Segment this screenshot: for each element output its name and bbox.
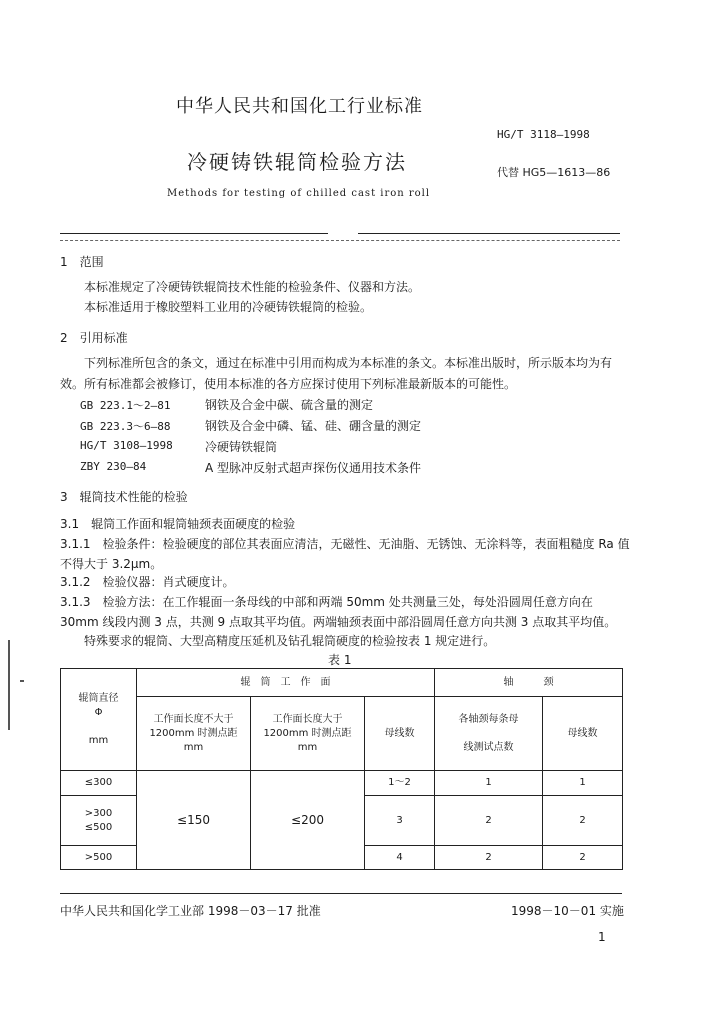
section-3-heading: 3 辊筒技术性能的检验 (60, 490, 188, 504)
header-diameter: 辊筒直径 Φ mm (61, 669, 137, 771)
reference-code: ZBY 230—84 (80, 460, 147, 473)
cell-points: 2 (435, 796, 543, 846)
reference-name: A 型脉冲反射式超声探伤仪通用技术条件 (205, 461, 422, 475)
reference-name: 冷硬铸铁辊筒 (205, 440, 278, 454)
reference-name: 钢铁及合金中磷、锰、硅、硼含量的测定 (205, 419, 422, 433)
cell-distance-small: ≤150 (137, 771, 251, 870)
clause-3-1-3-line-3: 特殊要求的辊筒、大型高精度压延机及钻孔辊筒硬度的检验按表 1 规定进行。 (84, 634, 496, 648)
section-1-paragraph-2: 本标准适用于橡胶塑料工业用的冷硬铸铁辊筒的检验。 (84, 300, 373, 314)
section-2-paragraph-line-1: 下列标准所包含的条文，通过在标准中引用而构成为本标准的条文。本标准出版时，所示版本均为有 (84, 356, 613, 370)
section-1-heading: 1 范围 (60, 255, 104, 269)
cell-diameter: ≤300 (61, 771, 137, 796)
header-journal: 轴 颈 (435, 669, 623, 697)
header-points-per-busbar: 各轴颈每条母 线测试点数 (435, 697, 543, 771)
section-1-paragraph-1: 本标准规定了冷硬铸铁辊筒技术性能的检验条件、仪器和方法。 (84, 280, 421, 294)
clause-3-1-3-line-2: 30mm 线段内测 3 点，共测 9 点取其平均值。两端轴颈表面中部沿圆周任意方向共测 3 点取其平均值。 (60, 615, 617, 629)
header-work-surface: 辊 筒 工 作 面 (137, 669, 435, 697)
header-journal-busbar-count: 母线数 (543, 697, 623, 771)
header-length-big: 工作面长度大于 1200mm 时测点距 mm (251, 697, 365, 771)
cell-diameter: >500 (61, 846, 137, 870)
section-2-paragraph-line-2: 效。所有标准都会被修订，使用本标准的各方应探讨使用下列标准最新版本的可能性。 (60, 377, 517, 391)
cell-points: 2 (435, 846, 543, 870)
cell-points: 1 (435, 771, 543, 796)
header-rule-dashed (60, 240, 620, 241)
clause-3-1: 3.1 辊筒工作面和辊筒轴颈表面硬度的检验 (60, 517, 296, 531)
issuing-organization: 中华人民共和国化工行业标准 (176, 96, 423, 117)
replaces-standard: 代替 HG5—1613—86 (497, 166, 611, 179)
cell-journal-busbar: 2 (543, 846, 623, 870)
header-rule-left (60, 233, 328, 234)
reference-code: HG/T 3108—1998 (80, 439, 173, 452)
reference-code: GB 223.3～6—88 (80, 420, 171, 433)
cell-diameter: >300 ≤500 (61, 796, 137, 846)
reference-name: 钢铁及合金中碳、硫含量的测定 (205, 398, 374, 412)
header-rule-right (358, 233, 620, 234)
implementation-date: 1998－10－01 实施 (511, 904, 624, 918)
scan-mark (20, 680, 24, 682)
cell-journal-busbar: 2 (543, 796, 623, 846)
cell-busbar: 1～2 (365, 771, 435, 796)
table-1 (60, 668, 623, 870)
scan-mark (8, 640, 10, 730)
table-caption: 表 1 (328, 653, 352, 667)
clause-3-1-1-line-2: 不得大于 3.2μm。 (60, 557, 163, 571)
clause-3-1-1-line-1: 3.1.1 检验条件：检验硬度的部位其表面应清洁，无磁性、无油脂、无锈蚀、无涂料等，表面粗糙度 Ra 值 (60, 537, 630, 551)
header-busbar-count: 母线数 (365, 697, 435, 771)
cell-distance-big: ≤200 (251, 771, 365, 870)
section-2-heading: 2 引用标准 (60, 331, 128, 345)
document-title: 冷硬铸铁辊筒检验方法 (187, 150, 407, 174)
cell-journal-busbar: 1 (543, 771, 623, 796)
standard-number: HG/T 3118—1998 (497, 128, 590, 141)
footer-rule (60, 893, 622, 894)
approval-line: 中华人民共和国化学工业部 1998－03－17 批准 (60, 904, 321, 918)
clause-3-1-2: 3.1.2 检验仪器：肖式硬度计。 (60, 575, 235, 589)
clause-3-1-3-line-1: 3.1.3 检验方法：在工作辊面一条母线的中部和两端 50mm 处共测量三处，每处沿圆周任意方向在 (60, 595, 593, 609)
english-title: Methods for testing of chilled cast iron roll (167, 188, 431, 199)
cell-busbar: 4 (365, 846, 435, 870)
cell-busbar: 3 (365, 796, 435, 846)
header-length-small: 工作面长度不大于 1200mm 时测点距 mm (137, 697, 251, 771)
reference-code: GB 223.1～2—81 (80, 399, 171, 412)
page-number: 1 (598, 930, 606, 944)
